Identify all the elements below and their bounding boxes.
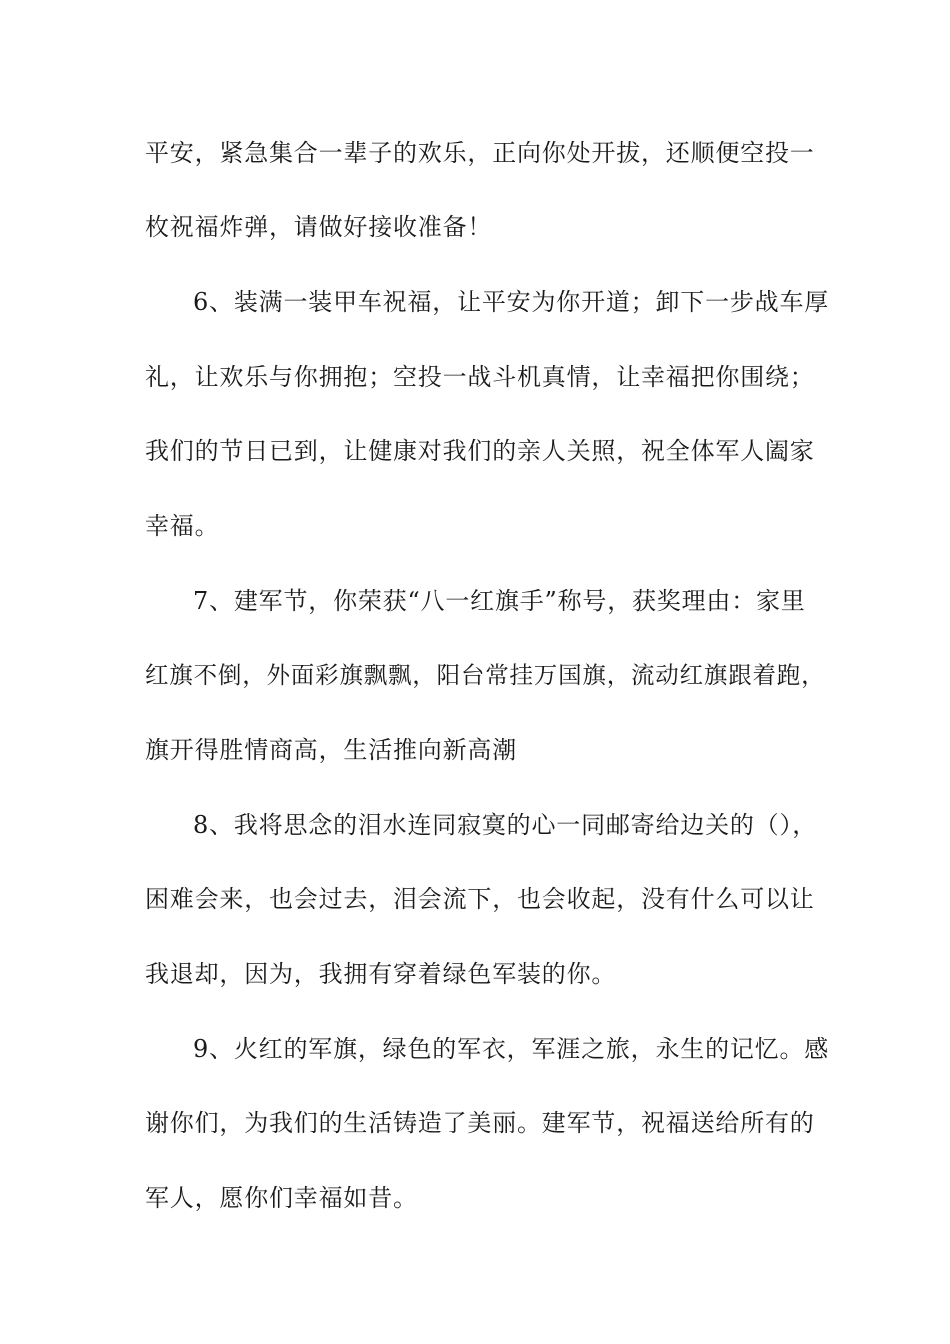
text-line: 9、火红的军旗，绿色的军衣，军涯之旅，永生的记忆。感 [193,1035,830,1063]
text-line: 幸福。 [145,512,220,540]
text-line: 6、装满一装甲车祝福，让平安为你开道；卸下一步战车厚 [193,288,830,316]
text-line: 我退却，因为，我拥有穿着绿色军装的你。 [145,960,617,988]
text-line: 8、我将思念的泪水连同寂寞的心一同邮寄给边关的（）， [193,811,818,839]
text-line: 红旗不倒，外面彩旗飘飘，阳台常挂万国旗，流动红旗跟着跑， [145,661,826,689]
text-line: 谢你们，为我们的生活铸造了美丽。建军节，祝福送给所有的 [145,1109,815,1137]
text-line: 平安，紧急集合一辈子的欢乐，正向你处开拔，还顺便空投一 [145,139,815,167]
text-line: 军人，愿你们幸福如昔。 [145,1184,418,1212]
text-line: 我们的节日已到，让健康对我们的亲人关照，祝全体军人阖家 [145,437,815,465]
text-line: 旗开得胜情商高，生活推向新高潮 [145,736,517,764]
text-line: 7、建军节，你荣获“八一红旗手”称号，获奖理由：家里 [193,587,806,615]
text-line: 困难会来，也会过去，泪会流下，也会收起，没有什么可以让 [145,885,815,913]
text-line: 礼，让欢乐与你拥抱；空投一战斗机真情，让幸福把你围绕； [145,363,815,391]
text-line: 枚祝福炸弹，请做好接收准备！ [145,213,493,241]
